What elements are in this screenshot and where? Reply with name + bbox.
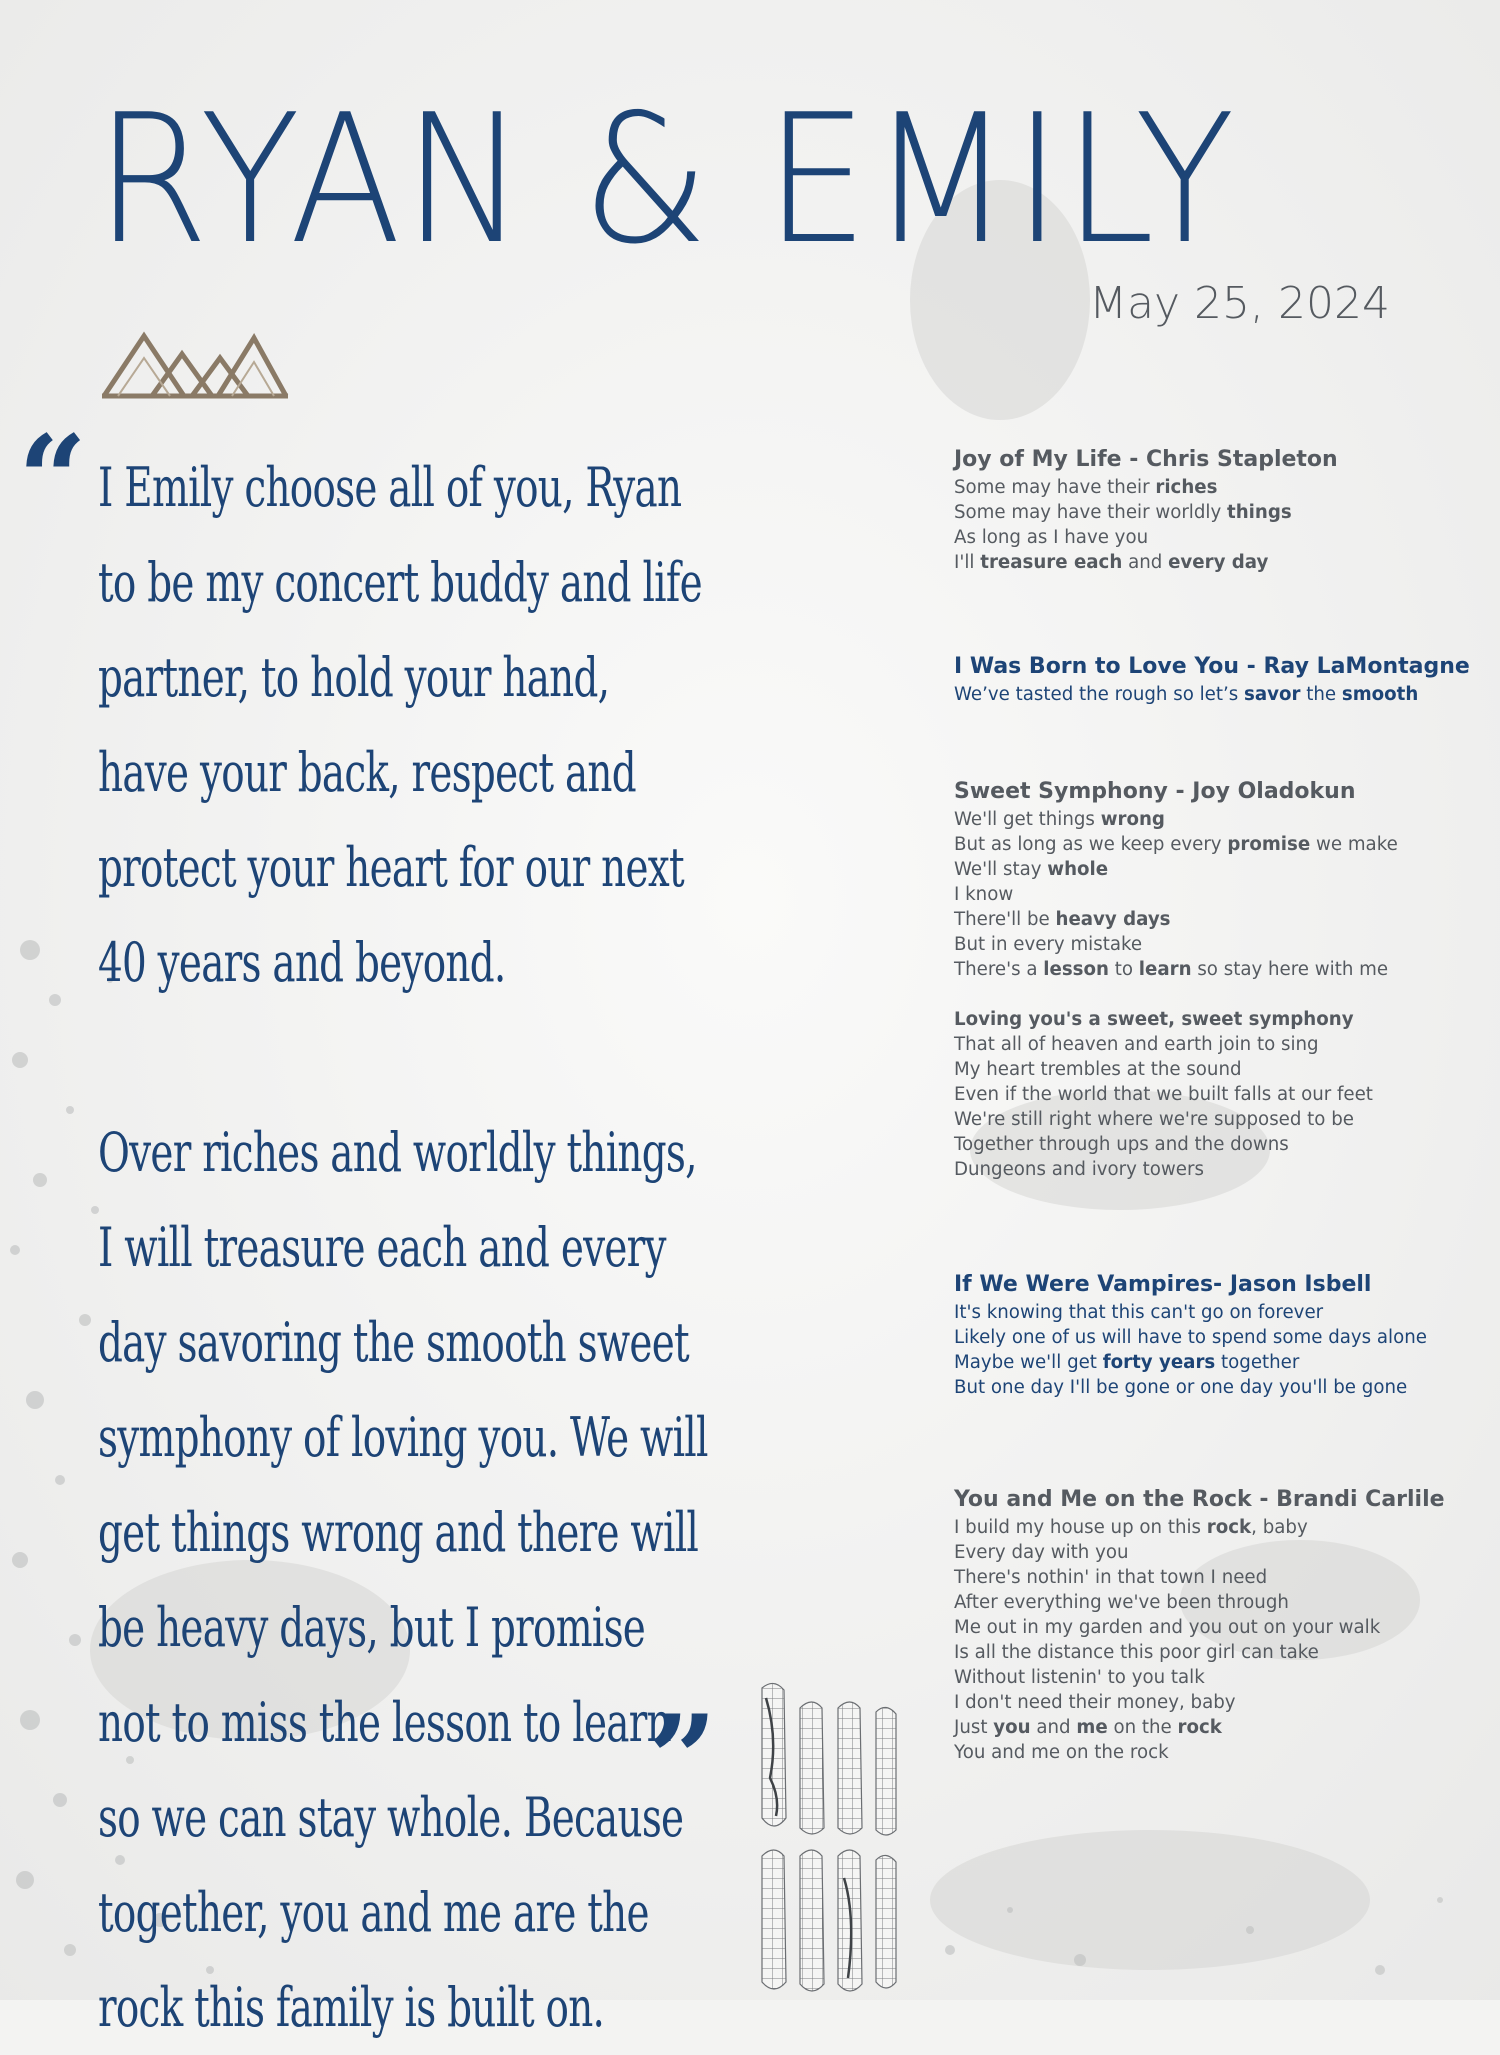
lyric-line: We'll get things wrong: [954, 809, 1165, 830]
song-joy-of-my-life: [954, 445, 1494, 575]
lyric-line: There'll be heavy days: [954, 909, 1171, 930]
vows-paragraph-1: I Emily choose all of you, Ryan to be my concert buddy and life partner, to hold your hand, have your back, respect and protect your heart for our next 40 years and beyond.: [98, 456, 702, 994]
lyric-line: Loving you's a sweet, sweet symphony: [954, 1009, 1354, 1030]
song-title: Sweet Symphony - Joy Oladokun: [954, 779, 1356, 804]
song-if-we-were-vampires: [954, 1270, 1494, 1400]
lyric-line: Some may have their worldly things: [954, 502, 1292, 523]
lyric-line: I'll treasure each and every day: [954, 552, 1269, 573]
lyric-line: That all of heaven and earth join to sing: [954, 1034, 1319, 1055]
lyric-line: Every day with you: [954, 1542, 1129, 1563]
song-you-and-me-on-the-rock: [954, 1485, 1494, 1765]
lyric-line: Some may have their riches: [954, 477, 1218, 498]
close-quote-mark: ”: [648, 1689, 718, 1830]
lyric-line: We’ve tasted the rough so let’s savor the smooth: [954, 684, 1419, 705]
lyric-line: Me out in my garden and you out on your walk: [954, 1617, 1381, 1638]
lyric-line: But as long as we keep every promise we make: [954, 834, 1398, 855]
lyric-line: Without listenin' to you talk: [954, 1667, 1205, 1688]
mountains-logo-icon: [100, 330, 290, 400]
lyric-line: But one day I'll be gone or one day you'll be gone: [954, 1377, 1408, 1398]
song-lines: [954, 1300, 1494, 1400]
lyric-line: We'll stay whole: [954, 859, 1109, 880]
lyric-line: We're still right where we're supposed to be: [954, 1109, 1354, 1130]
lyric-line: Is all the distance this poor girl can take: [954, 1642, 1319, 1663]
lyric-line: I don't need their money, baby: [954, 1692, 1236, 1713]
song-title: You and Me on the Rock - Brandi Carlile: [954, 1487, 1445, 1512]
open-quote-mark: “: [18, 409, 88, 550]
song-lines: [954, 475, 1494, 575]
song-lines: [954, 807, 1494, 982]
lyric-line: As long as I have you: [954, 527, 1149, 548]
lyric-line: It's knowing that this can't go on forever: [954, 1302, 1324, 1323]
wedding-date: May 25, 2024: [1089, 278, 1390, 329]
song-i-was-born-to-love-you: [954, 652, 1494, 707]
song-sweet-symphony: [954, 777, 1494, 1182]
song-title: Joy of My Life - Chris Stapleton: [954, 447, 1338, 472]
lyric-line: But in every mistake: [954, 934, 1143, 955]
lyric-line: You and me on the rock: [954, 1742, 1169, 1763]
lyric-line: Dungeons and ivory towers: [954, 1159, 1204, 1180]
lyric-line: There's a lesson to learn so stay here with me: [954, 959, 1389, 980]
lyric-line: Maybe we'll get forty years together: [954, 1352, 1300, 1373]
song-title: I Was Born to Love You - Ray LaMontagne: [954, 654, 1470, 679]
lyric-line: Likely one of us will have to spend some days alone: [954, 1327, 1427, 1348]
song-lines: [954, 682, 1494, 707]
lyric-line: After everything we've been through: [954, 1592, 1289, 1613]
city-map-illustration: [752, 1678, 900, 2000]
lyric-line: Just you and me on the rock: [954, 1717, 1222, 1738]
lyric-line: I know: [954, 884, 1014, 905]
couple-names-title: RYAN & EMILY: [95, 76, 1237, 283]
song-chorus: [954, 1007, 1494, 1182]
lyric-line: I build my house up on this rock, baby: [954, 1517, 1308, 1538]
song-title: If We Were Vampires- Jason Isbell: [954, 1272, 1372, 1297]
lyric-line: There's nothin' in that town I need: [954, 1567, 1268, 1588]
lyric-line: My heart trembles at the sound: [954, 1059, 1242, 1080]
lyric-line: Even if the world that we built falls at our feet: [954, 1084, 1373, 1105]
song-lines: [954, 1515, 1494, 1765]
vows-text: [98, 440, 710, 2055]
lyric-line: Together through ups and the downs: [954, 1134, 1289, 1155]
vows-paragraph-2: Over riches and worldly things, I will treasure each and every day savoring the smooth sweet symphony of loving you. We will get things wrong and there will be heavy days, but I promise not to miss the lesson to learn so we can stay whole. Because together, you and me are the rock this family is built on.: [98, 1121, 708, 2039]
